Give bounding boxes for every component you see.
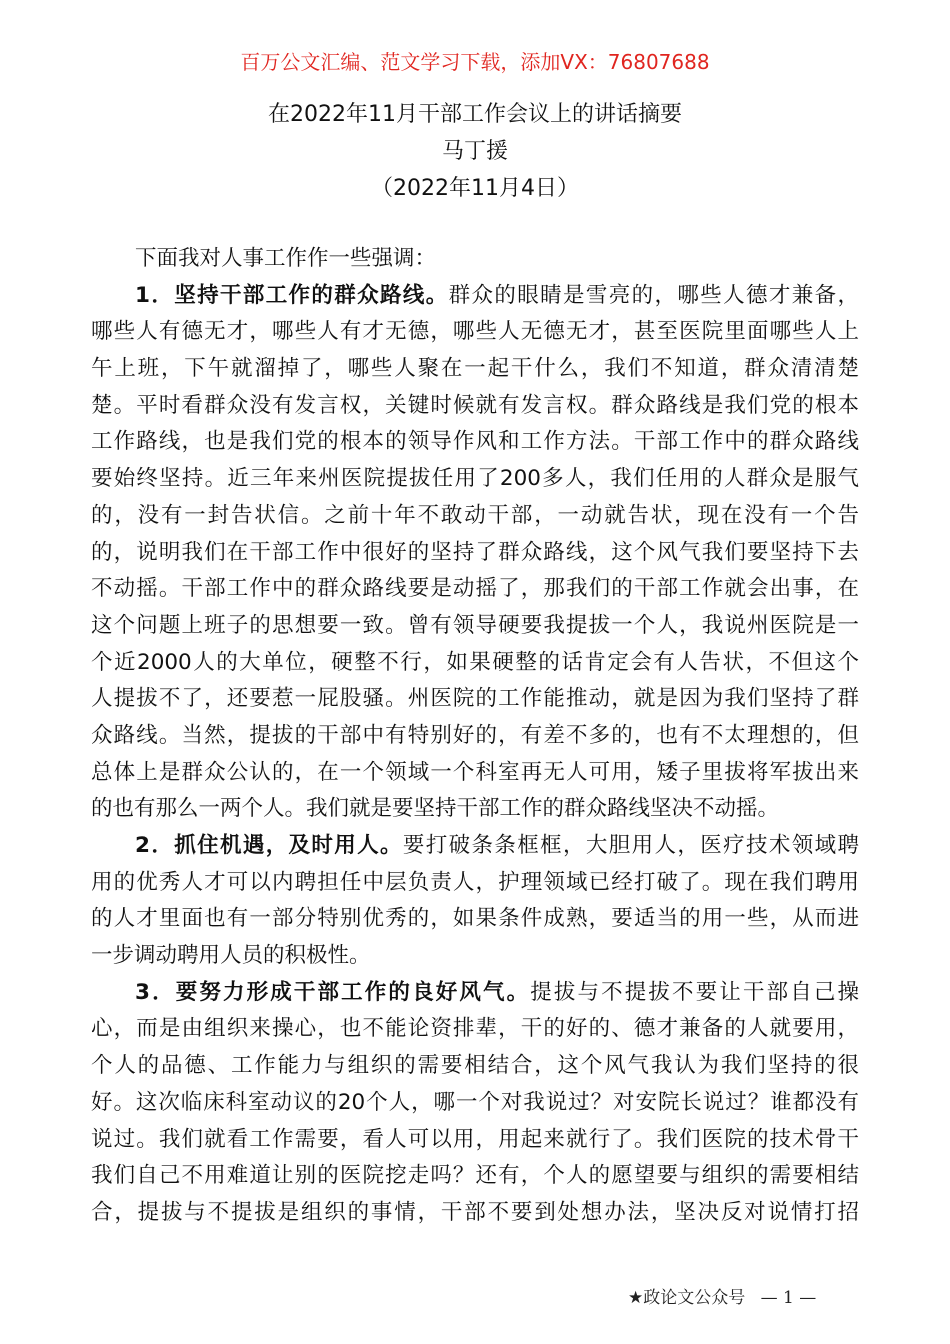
line-text: 众路线。当然，提拔的干部中有特别好的，有差不多的，也有不太理想的，但	[91, 722, 859, 748]
section-heading: 3．要努力形成干部工作的良好风气。	[135, 979, 531, 1005]
document-body	[91, 241, 859, 1232]
line-text: 提拔与不提拔不要让干部自己操	[530, 979, 859, 1005]
text-line	[91, 1195, 859, 1232]
date: （2022年11月4日）	[371, 176, 579, 201]
text-line	[91, 461, 859, 498]
text-line	[91, 571, 859, 608]
line-text: 说过。我们就看工作需要，看人可以用，用起来就行了。我们医院的技术骨干	[91, 1126, 859, 1152]
line-text: 的人才里面也有一部分特别优秀的，如果条件成熟，要适当的用一些，从而进	[91, 906, 859, 932]
line-text: 工作路线，也是我们党的根本的领导作风和工作方法。干部工作中的群众路线	[91, 429, 859, 455]
line-text: 的，没有一封告状信。之前十年不敢动干部，一动就告状，现在没有一个告	[91, 502, 859, 528]
line-text: 下面我对人事工作作一些强调：	[135, 246, 437, 271]
line-text: 个人的品德、工作能力与组织的需要相结合，这个风气我认为我们坚持的很	[91, 1053, 859, 1079]
text-line	[91, 1011, 859, 1048]
text-line	[91, 901, 859, 938]
line-text: 总体上是群众公认的，在一个领域一个科室再无人可用，矮子里拔将军拔出来	[91, 759, 859, 785]
paragraph	[91, 975, 859, 1232]
line-text: 用的优秀人才可以内聘担任中层负责人，护理领域已经打破了。现在我们聘用	[91, 869, 859, 895]
text-line	[91, 1048, 859, 1085]
line-text: 不动摇。干部工作中的群众路线要是动摇了，那我们的干部工作就会出事，在	[91, 576, 859, 602]
line-text: 的，说明我们在干部工作中很好的坚持了群众路线，这个风气我们要坚持下去	[91, 539, 859, 565]
line-text: 个近2000人的大单位，硬整不行，如果硬整的话肯定会有人告状，不但这个	[91, 649, 859, 675]
paragraph	[91, 278, 859, 828]
text-line	[91, 718, 859, 755]
text-line	[91, 938, 859, 975]
text-line	[91, 1158, 859, 1195]
text-line	[91, 314, 859, 351]
text-line	[91, 498, 859, 535]
line-text: 我们自己不用难道让别的医院挖走吗？还有，个人的愿望要与组织的需要相结	[91, 1163, 859, 1189]
line-text: 合，提拔与不提拔是组织的事情，干部不要到处想办法，坚决反对说情打招	[91, 1199, 859, 1225]
author: 马丁援	[441, 139, 508, 164]
page-number: — 1 —	[760, 1288, 817, 1308]
line-text: 要打破条条框框，大胆用人，医疗技术领域聘	[402, 833, 859, 858]
text-line	[91, 424, 859, 461]
text-line	[91, 1122, 859, 1159]
text-line	[91, 388, 859, 425]
text-line	[91, 608, 859, 645]
line-text: 的也有那么一两个人。我们就是要坚持干部工作的群众路线坚决不动摇。	[91, 796, 780, 822]
line-text: 午上班，下午就溜掉了，哪些人聚在一起干什么，我们不知道，群众清清楚	[91, 356, 859, 382]
line-text: 哪些人有德无才，哪些人有才无德，哪些人无德无才，甚至医院里面哪些人上	[91, 319, 859, 345]
line-text: 一步调动聘用人员的积极性。	[91, 943, 371, 969]
text-line	[91, 241, 859, 278]
text-line	[91, 645, 859, 682]
watermark-text: 百万公文汇编、范文学习下载，添加VX：76807688	[240, 50, 710, 74]
text-line	[91, 535, 859, 572]
line-text: 要始终坚持。近三年来州医院提拔任用了200多人，我们任用的人群众是服气	[91, 466, 859, 492]
line-text: 人提拔不了，还要惹一屁股骚。州医院的工作能推动，就是因为我们坚持了群	[91, 686, 859, 712]
text-line	[91, 828, 859, 865]
text-line	[91, 755, 859, 792]
text-line	[91, 278, 859, 315]
document-title: 在2022年11月干部工作会议上的讲话摘要	[268, 102, 682, 127]
text-line	[91, 1085, 859, 1122]
footer-source: ★政论文公众号	[628, 1288, 746, 1308]
line-text: 这个问题上班子的思想要一致。曾有领导硬要我提拔一个人，我说州医院是一	[91, 612, 859, 638]
text-line	[91, 351, 859, 388]
line-text: 楚。平时看群众没有发言权，关键时候就有发言权。群众路线是我们党的根本	[91, 392, 859, 418]
text-line	[91, 865, 859, 902]
line-text: 群众的眼睛是雪亮的，哪些人德才兼备，	[448, 282, 859, 308]
section-heading: 1．坚持干部工作的群众路线。	[135, 282, 449, 308]
line-text: 心，而是由组织来操心，也不能论资排辈，干的好的、德才兼备的人就要用，	[91, 1016, 859, 1042]
page-footer	[628, 1283, 816, 1308]
paragraph	[91, 828, 859, 975]
paragraph	[91, 241, 859, 278]
section-heading: 2．抓住机遇，及时用人。	[135, 833, 403, 858]
line-text: 好。这次临床科室动议的20个人，哪一个对我说过？对安院长说过？谁都没有	[91, 1089, 859, 1115]
text-line	[91, 791, 859, 828]
text-line	[91, 681, 859, 718]
text-line	[91, 975, 859, 1012]
